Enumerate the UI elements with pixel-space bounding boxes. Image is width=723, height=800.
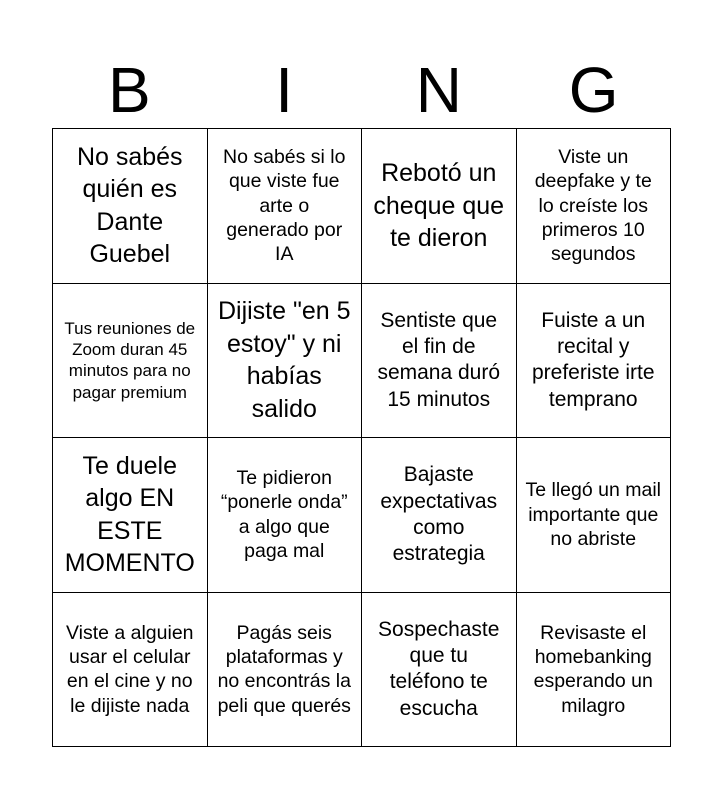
- bingo-cell[interactable]: [208, 438, 363, 593]
- cell-text: Sospechaste que tu teléfono te escucha: [378, 617, 500, 720]
- bingo-board: [52, 128, 671, 747]
- bingo-cell[interactable]: [362, 438, 517, 593]
- bingo-cell[interactable]: [362, 129, 517, 284]
- cell-text: Viste a alguien usar el celular en el cine y no le dijiste nada: [65, 621, 194, 717]
- bingo-cell[interactable]: [53, 593, 208, 748]
- bingo-cell[interactable]: [208, 593, 363, 748]
- bingo-cell[interactable]: [517, 129, 672, 284]
- cell-text: Bajaste expectativas como estrategia: [380, 463, 498, 565]
- cell-text: Fuiste a un recital y preferiste irte temprano: [531, 308, 655, 411]
- title-letter-b: B: [108, 54, 151, 126]
- title-letter-n: N: [415, 54, 462, 126]
- bingo-cell[interactable]: [208, 284, 363, 439]
- cell-text: Te duele algo EN ESTE MOMENTO: [64, 451, 195, 578]
- title-letter-i: I: [275, 54, 294, 126]
- bingo-cell[interactable]: [53, 438, 208, 593]
- bingo-cell[interactable]: [517, 593, 672, 748]
- cell-text: Te pidieron “ponerle onda” a algo que paga mal: [220, 467, 348, 563]
- cell-text: Rebotó un cheque que te dieron: [373, 159, 505, 252]
- cell-text: Sentiste que el fin de semana duró 15 minutos: [377, 308, 501, 411]
- bingo-cell[interactable]: [53, 284, 208, 439]
- bingo-cell[interactable]: [208, 129, 363, 284]
- bingo-cell[interactable]: [362, 284, 517, 439]
- cell-text: Revisaste el homebanking esperando un milagro: [533, 621, 653, 717]
- cell-text: Tus reuniones de Zoom duran 45 minutos para no pagar premium: [64, 318, 196, 402]
- cell-text: Dijiste "en 5 estoy" y ni habías salido: [217, 297, 351, 423]
- bingo-title: [52, 50, 671, 130]
- bingo-cell[interactable]: [362, 593, 517, 748]
- bingo-cell[interactable]: [53, 129, 208, 284]
- title-letter-g: G: [568, 54, 619, 126]
- bingo-cell[interactable]: [517, 284, 672, 439]
- cell-text: Pagás seis plataformas y no encontrás la peli que querés: [217, 621, 351, 717]
- cell-text: No sabés quién es Dante Guebel: [76, 142, 183, 269]
- cell-text: Te llegó un mail importante que no abriste: [525, 479, 661, 550]
- cell-text: Viste un deepfake y te lo creíste los primeros 10 segundos: [534, 145, 652, 266]
- bingo-cell[interactable]: [517, 438, 672, 593]
- cell-text: No sabés si lo que viste fue arte o generado por IA: [223, 145, 346, 266]
